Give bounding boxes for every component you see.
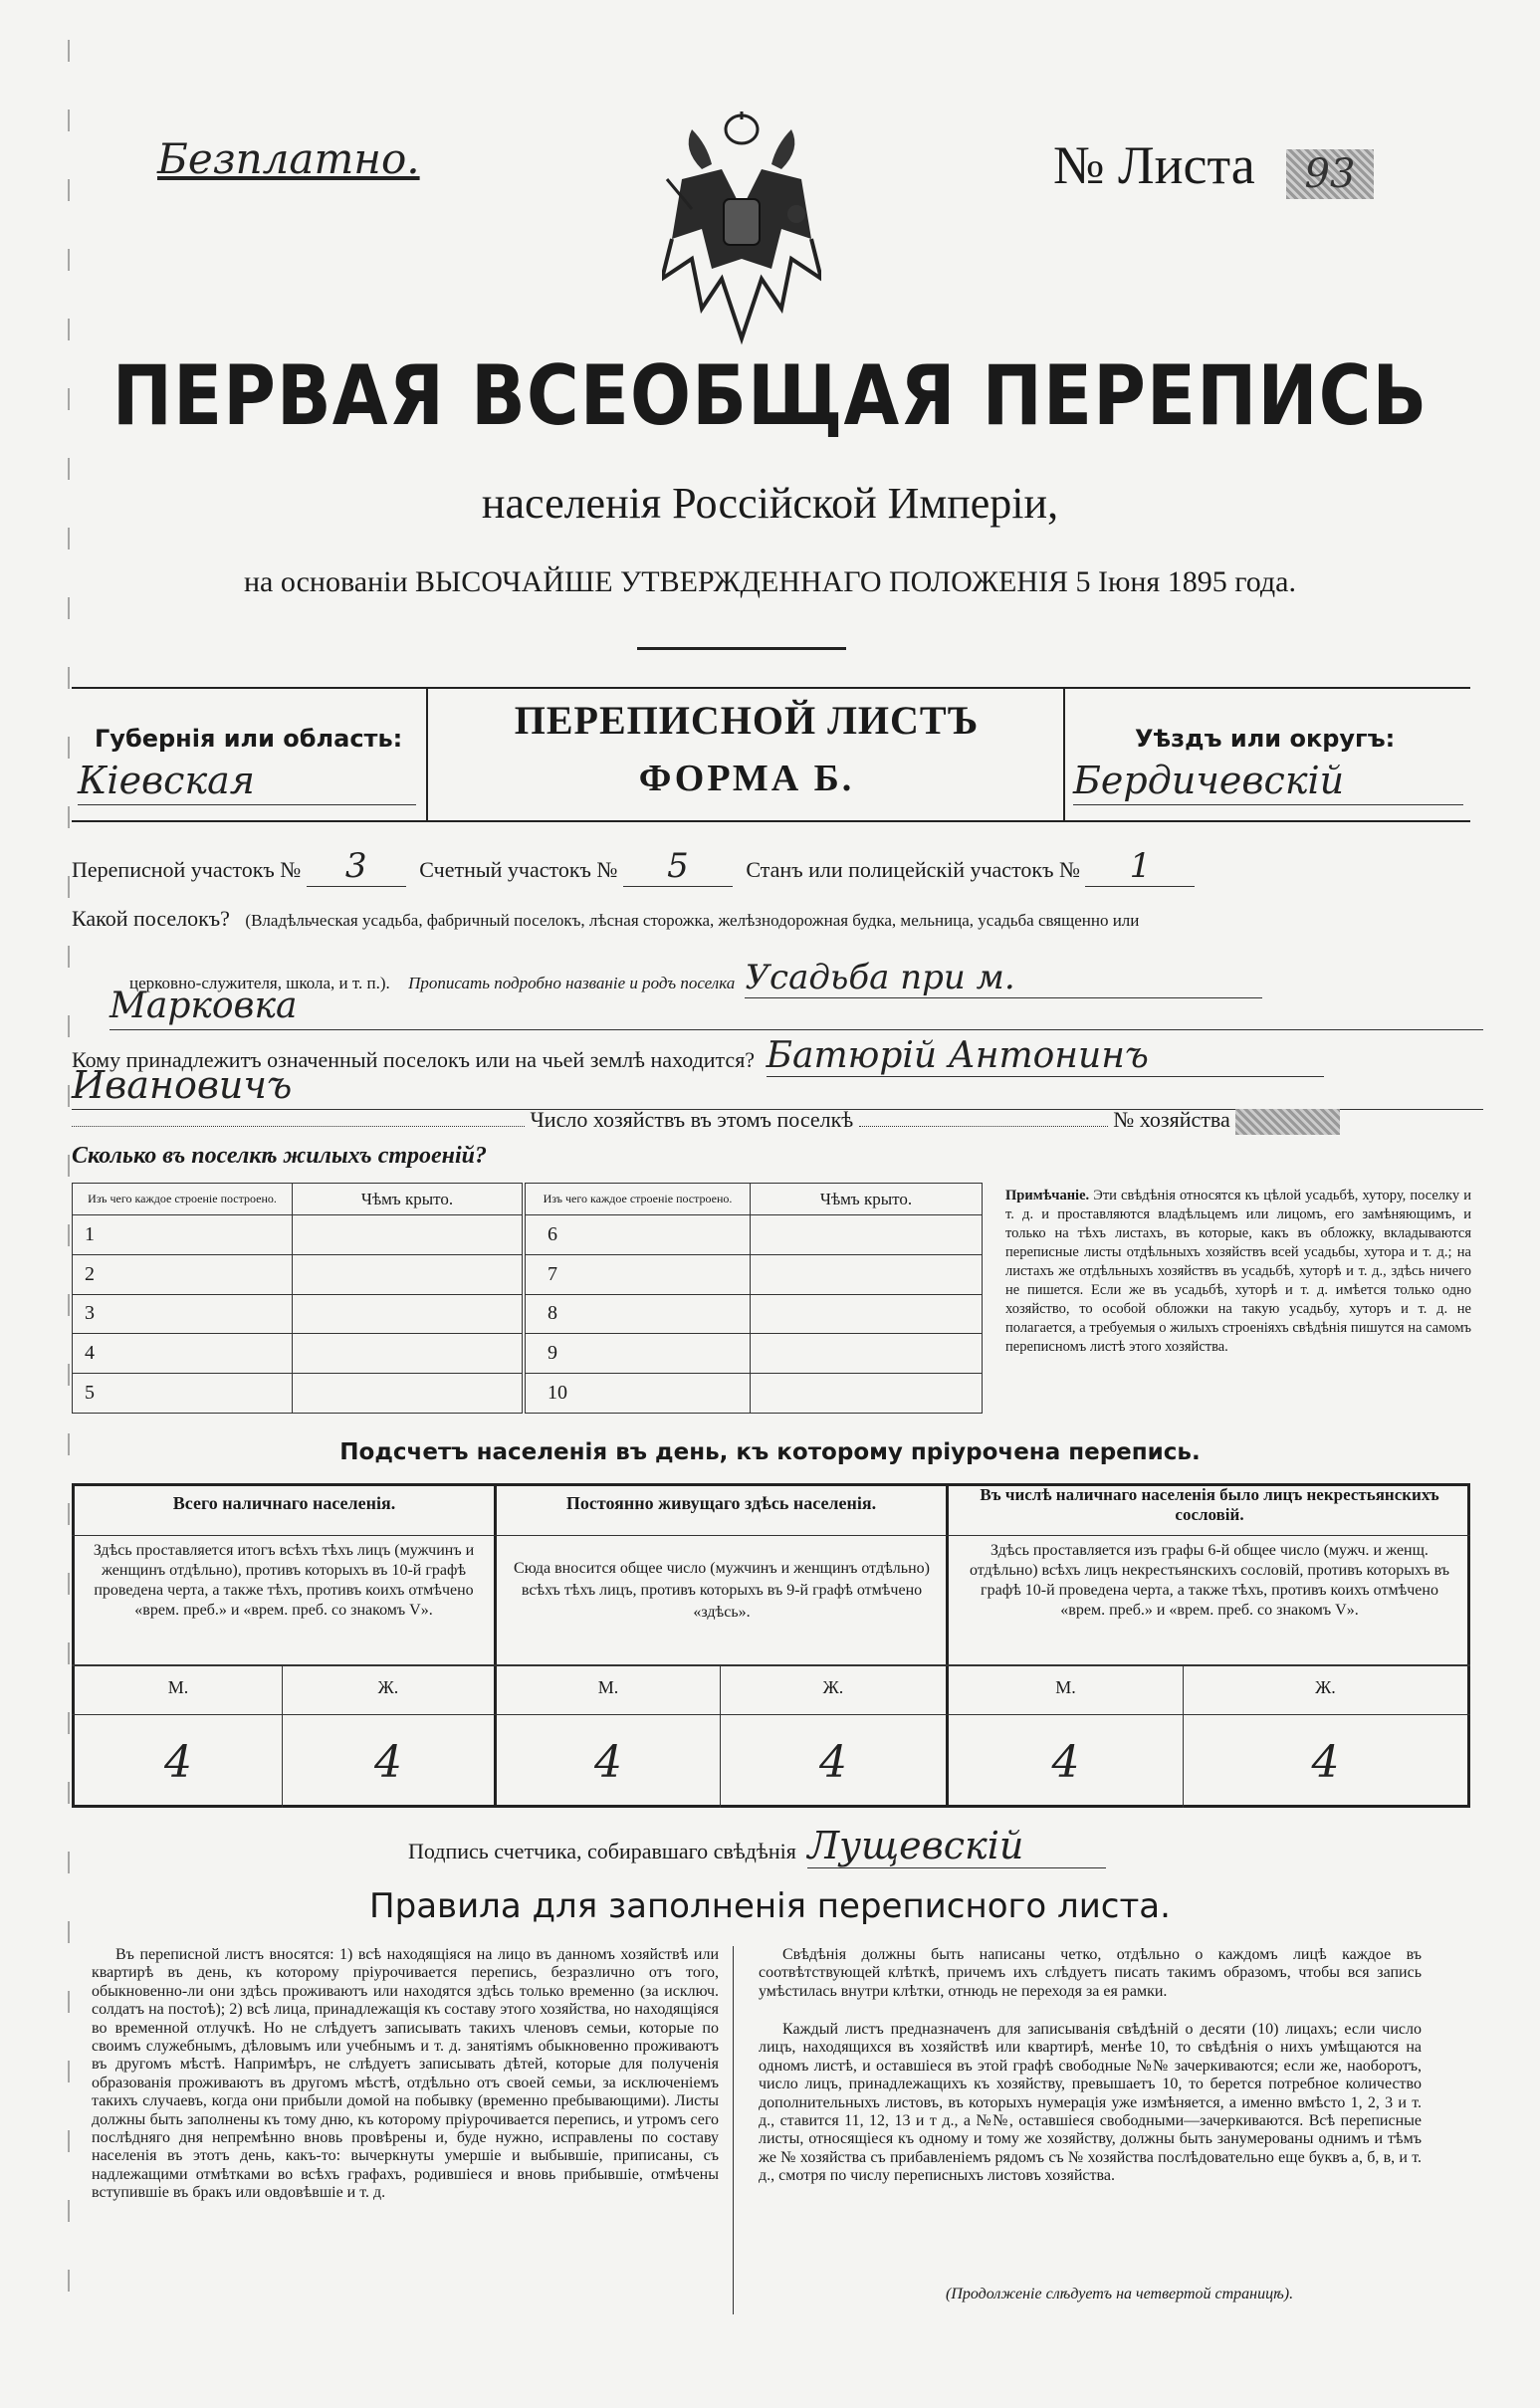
buildings-label: Сколько въ поселкѣ жилыхъ строеній? [72,1143,487,1169]
total-female-value: 4 [374,1737,402,1788]
form-type: ФОРМА Б. [638,758,855,799]
households-label: Число хозяйствъ въ этомъ поселкѣ [530,1107,854,1132]
page-subtitle: населенія Россійской Имперіи, [481,479,1059,528]
row-number: 3 [73,1294,293,1334]
settlement-hint-3: Прописать подробно названіе и родъ поселка [408,974,736,992]
census-section-row [72,846,1485,887]
signature-label: Подпись счетчика, собиравшаго свѣдѣнія [408,1839,796,1863]
count-section-label: Счетный участокъ № [419,857,618,882]
owner-label: Кому принадлежитъ означенный поселокъ или на чьей землѣ находится? [72,1047,756,1072]
male-label: М. [597,1677,619,1697]
population-heading: Подсчетъ населенія въ день, къ которому пріурочена перепись. [339,1439,1201,1465]
imperial-eagle-emblem [662,109,821,348]
table-row [73,1294,983,1334]
population-title-divider [72,1535,1470,1536]
note-text: Эти свѣдѣнія относятся къ цѣлой усадьбѣ, хутору, поселку и т. д. и проставляются владѣльцемъ или лицомъ, его замѣняющимъ, и только на тѣхъ листахъ, въ которые, какъ въ обложку, вкладываются переписные листы отдѣльныхъ хозяйствъ всей усадьбы, хутора и т. д.; на листахъ же отдѣльныхъ хозяйствъ въ усадьбѣ, хуторѣ и т. д., здѣсь ничего не пишется. Если же въ усадьбѣ, хуторѣ и т. д. имѣется только одно хозяйство, то особой обложки на такую усадьбу, хуторъ и т. д. не полагается, а требуемыя о жилыхъ строеніяхъ свѣдѣнія пишутся на самомъ переписномъ листѣ этого хозяйства. [1005,1188,1471,1355]
rules-continued: (Продолженіе слѣдуетъ на четвертой страницѣ). [946,2286,1294,2302]
settlement-value-line-2: Марковка [110,985,1483,1030]
row-number: 2 [73,1254,293,1294]
row-number: 10 [524,1374,751,1414]
table-row [73,1374,983,1414]
free-label: Безплатно. [157,134,420,183]
census-section-value: 3 [307,846,406,887]
population-col3-title: Въ числѣ наличнаго населенія было лицъ некрестьянскихъ сословій. [980,1485,1439,1524]
male-label: М. [1055,1677,1076,1697]
row-number: 1 [73,1215,293,1255]
signature-value: Лущевскій [807,1824,1106,1868]
table-row [73,1254,983,1294]
police-section-label: Станъ или полицейскій участокъ № [746,857,1080,882]
district-value: Бердичевскій [1073,759,1463,805]
row-number: 8 [524,1294,751,1334]
household-number-value [1235,1109,1340,1135]
settlement-label: Какой поселокъ? [72,906,230,931]
divider [637,647,846,650]
table-row [73,1334,983,1374]
owner-value: Батюрій Антонинъ [767,1035,1324,1077]
province-value: Кіевская [78,759,416,805]
district-label: Уѣздъ или округъ: [1135,725,1396,753]
row-number: 9 [524,1334,751,1374]
settlement-hint-2: церковно-служителя, школа, и т. п.). [129,974,390,992]
resident-male-value: 4 [594,1737,622,1788]
owner-value-line-2: Ивановичъ [72,1063,1483,1110]
row-number: 5 [73,1374,293,1414]
count-section-value: 5 [623,846,733,887]
households-row [72,1107,1485,1135]
settlement-hint: (Владѣльческая усадьба, фабричный поселокъ, лѣсная сторожка, желѣзнодорожная будка, мельница, усадьба священно или [245,911,1140,930]
male-label: М. [167,1677,189,1697]
province-label: Губернія или область: [95,725,403,753]
signature-row [408,1824,1106,1868]
rules-right-text-2: Каждый листъ предназначенъ для записыванія свѣдѣній о десяти (10) лицахъ; если число лицъ, находящихся въ хозяйствѣ или квартирѣ, менѣе 10, то свѣдѣнія о нихъ умѣщаются на одномъ листѣ, и оставшіеся въ этой графѣ свободные №№ зачеркиваются; если же, наоборотъ, число лицъ, принадлежащихъ къ хозяйству, превышаетъ 10, то берется потребное количество дополнительныхъ листовъ, въ которыхъ нумерація уже измѣняется, а именно вмѣсто 1, 2, 3 и т. д., ставится 11, 12, 13 и т д., а №№, оставшіеся свободными—зачеркиваются. Всѣ переписные листы, относящіеся къ одному и тому же хозяйству, должны быть занумерованы однимъ и тѣмъ же № хозяйства съ прибавленіемъ рядомъ съ № хозяйства послѣдовательно еще буквъ а, б, в, и т. д., смотря по числу переписныхъ листовъ хозяйства. [759,2021,1422,2185]
nonpeasant-male-value: 4 [1051,1737,1080,1788]
household-number-label: № хозяйства [1113,1107,1230,1132]
total-male-value: 4 [164,1737,192,1788]
rules-column-divider [733,1946,734,2314]
settlement-value: Усадьба при м. [745,958,1262,998]
female-label: Ж. [1315,1677,1336,1697]
population-col2-text: Сюда вносится общее число (мужчинъ и женщинъ отдѣльно) всѣхъ тѣхъ лицъ, противъ которыхъ въ 9-й графѣ отмѣчено «здѣсь». [514,1560,930,1621]
population-col1-text: Здѣсь проставляется итогъ всѣхъ тѣхъ лицъ (мужчинъ и женщинъ отдѣльно), противъ которыхъ въ 10-й графѣ проведена черта, а также тѣхъ, противъ коихъ отмѣчено «врем. преб.» и «врем. преб. со знакомъ V». [93,1542,475,1619]
population-col3-text: Здѣсь проставляется изъ графы 6-й общее число (мужч. и женщ. отдѣльно) всѣхъ лицъ некрестьянскихъ сословій, противъ которыхъ въ графѣ 10-й проведена черта, а также тѣхъ, противъ коихъ отмѣчено «врем. преб.» и «врем. преб. со знакомъ V». [969,1542,1450,1619]
buildings-table [72,1183,983,1414]
resident-female-value: 4 [819,1737,847,1788]
rules-right-text-1: Свѣдѣнія должны быть написаны четко, отдѣльно о каждомъ лицѣ каждое въ соотвѣтствующей клѣткѣ, причемъ ихъ слѣдуетъ писать такимъ образомъ, чтобы вся запись умѣстилась внутри клѣтки, отнюдь не переходя за ея рамки. [759,1946,1422,2000]
nonpeasant-female-value: 4 [1311,1737,1340,1788]
buildings-col-material-right: Изъ чего каждое строеніе построено. [524,1184,751,1215]
row-number: 4 [73,1334,293,1374]
settlement-row [72,906,1485,932]
sheet-number-label: № Листа [1053,135,1255,195]
buildings-col-material-left: Изъ чего каждое строеніе построено. [73,1184,293,1215]
population-col1-title: Всего наличнаго населенія. [172,1493,396,1513]
page-title: ПЕРВАЯ ВСЕОБЩАЯ ПЕРЕПИСЬ [111,346,1429,444]
rules-heading: Правила для заполненія переписного листа. [369,1886,1171,1926]
basis-line: на основаніи ВЫСОЧАЙШЕ УТВЕРЖДЕННАГО ПОЛОЖЕНІЯ 5 Іюня 1895 года. [244,565,1296,598]
note-lead: Примѣчаніе. [1005,1188,1090,1204]
rules-left-text: Въ переписной листъ вносятся: 1) всѣ находящіяся на лицо въ данномъ хозяйствѣ или квартирѣ въ день, къ которому пріурочивается перепись, безразлично отъ того, обыкновенно-ли они здѣсь проживаютъ или находятся здѣсь только временно (за исключ. солдатъ на постоѣ); 2) всѣ лица, принадлежащія къ составу этого хозяйства, но находящіяся во временной отлучкѣ. Но не слѣдуетъ записывать такихъ членовъ семьи, которые по своимъ служебнымъ, дѣловымъ или учебнымъ и т. д. занятіямъ обыкновенно проживаютъ въ другомъ мѣстѣ. Напримѣръ, не слѣдуетъ записывать дѣтей, которые для полученія образованія проживаютъ въ другомъ мѣстѣ, отдѣльно отъ своей семьи, за исключеніемъ такихъ случаевъ, когда они прибыли домой на побывку (временно пребывающими). Листы должны быть заполнены къ тому дню, къ которому пріурочивается перепись, и утромъ сего послѣдняго дня непремѣнно вновь провѣрены и, буде нужно, исправлены по составу населенія въ этотъ день, какъ-то: вычеркнуты умершіе и выбывшіе, приписаны, съ надлежащими отмѣтками во всѣхъ графахъ, родившіеся и вновь прибывшіе, отмѣчены вступившіе въ бракъ или овдовѣвшіе и т. д. [92,1946,719,2202]
buildings-col-roof-left: Чѣмъ крыто. [293,1184,525,1215]
census-section-label: Переписной участокъ № [72,857,302,882]
police-section-value: 1 [1085,846,1195,887]
sheet-number-value: 93 [1286,149,1374,199]
buildings-col-roof-right: Чѣмъ крыто. [751,1184,983,1215]
female-label: Ж. [377,1677,399,1697]
note-block [1005,1187,1471,1357]
female-label: Ж. [822,1677,844,1697]
form-title: ПЕРЕПИСНОЙ ЛИСТЪ [514,698,980,743]
population-col2-title: Постоянно живущаго здѣсь населенія. [565,1493,877,1513]
table-row [73,1215,983,1255]
row-number: 7 [524,1254,751,1294]
row-number: 6 [524,1215,751,1255]
